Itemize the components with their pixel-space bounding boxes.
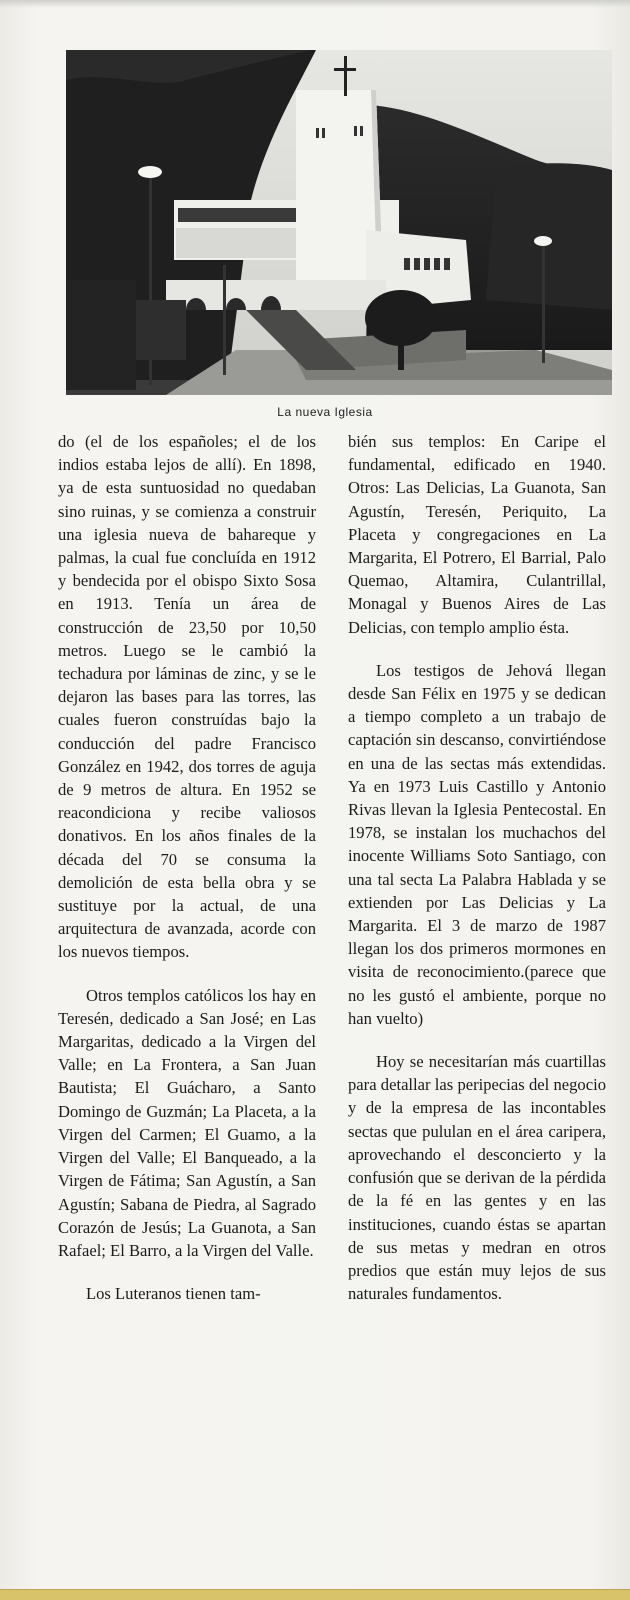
right-paragraph-1: bién sus templos: En Caripe el fundamental, edificado en 1940. Otros: Las Delicias, La Guanota, San Agustín, Teresén, Periquito, La Placeta y congregaciones en La Margarita, El Potrero, El Barrial, Palo Quemao, Altamira, Culantrillal, Monagal y Buenos Aires de Las Delicias, con templo amplio ésta.: [348, 432, 606, 637]
figure-caption: La nueva Iglesia: [277, 405, 373, 419]
left-paragraph-3: Los Luteranos tienen tam-: [86, 1284, 261, 1304]
left-paragraph-2: Otros templos católicos los hay en Teresén, dedicado a San José; en Las Margaritas, dedicado a la Virgen del Valle; en La Frontera, a San Juan Bautista; El Guácharo, a Santo Domingo de Guzmán; La Placeta, a la Virgen del Carmen; El Guamo, a la Virgen del Valle; El Banqueado, a la Virgen de Fátima; San Agustín, a San Agustín; Sabana de Piedra, al Sagrado Corazón de Jesús; La Guanota, a San Rafael; El Barro, a la Virgen del Valle.: [58, 985, 316, 1260]
right-paragraph-3: Hoy se necesitarían más cuartillas para detallar las peripecias del negocio y de la empresa de las incontables sectas que pululan en el área caripera, aprovechando el desconcierto y la confusión que se derivan de la pérdida de la fé en las gentes y en las instituciones, cuando éstas se apartan de sus metas y medran en otros predios que están muy lejos de sus naturales fundamentos.: [348, 1052, 606, 1304]
church-photograph: [66, 50, 612, 395]
left-paragraph-1: do (el de los españoles; el de los indios estaba lejos de allí). En 1898, ya de esta suntuosidad no quedaban sino ruinas, y se comienza a construir una iglesia nueva de bahareque y palmas, la cual fue concluída en 1912 y bendecida por el obispo Sixto Sosa en 1913. Tenía un área de construcción de 23,50 por 10,50 metros. Luego se le cambió la techadura por láminas de zinc, y se le dejaron las bases para las torres, las cuales fueron construídas bajo la conducción del padre Francisco González en 1942, dos torres de aguja de 9 metros de altura. En 1952 se reacondiciona y recibe valiosos donativos. En los años finales de la década del 70 se consuma la demolición de esta bella obra y se sustituye por la actual, de una arquitectura de avanzada, acorde con los nuevos tiempos.: [58, 432, 316, 962]
church-photo-illustration: [66, 50, 612, 395]
scan-top-shadow: [0, 0, 630, 8]
right-paragraph-2: Los testigos de Jehová llegan desde San Félix en 1975 y se dedican a tiempo completo a un trabajo de captación sin descanso, convirtiéndose en una de las sectas más extendidas. Ya en 1973 Luis Castillo y Antonio Rivas llevan la Iglesia Pentecostal. En 1978, se instalan los muchachos del inocente Williams Soto Santiago, con una tal secta La Palabra Hablada y se extienden por Las Delicias y La Margarita. El 3 de marzo de 1987 llegan los dos primeros mormones en visita de reconocimiento.(parece que no les gustó el ambiente, porque no han vuelto): [348, 660, 606, 1028]
left-text-column: [58, 430, 316, 1325]
page-bottom-edge: [0, 1589, 630, 1600]
right-text-column: [348, 430, 606, 1325]
